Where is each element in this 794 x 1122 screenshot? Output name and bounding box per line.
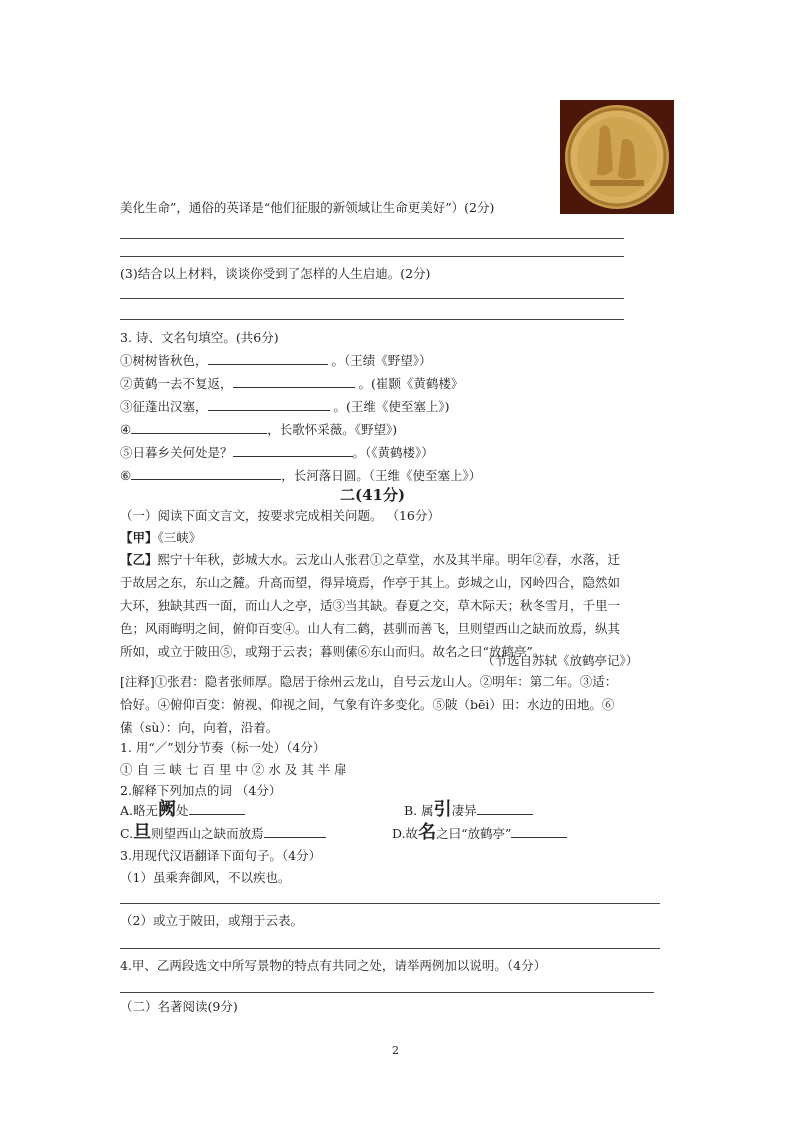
q2-item-b — [404, 799, 533, 820]
fill-blank[interactable] — [233, 375, 355, 388]
passage-source: （节选自苏轼《放鹤亭记》） — [482, 653, 639, 668]
fill-item-1 — [120, 352, 432, 369]
jia-tag: 【甲】 — [120, 530, 158, 545]
fill-blank[interactable] — [131, 467, 281, 480]
sub-section-2: （二）名著阅读(9分) — [120, 999, 238, 1014]
page-number: 2 — [392, 1044, 399, 1057]
fill-item-3 — [120, 398, 450, 415]
notes-line: 恰好。④俯仰百变：俯视、仰视之间，气象有许多变化。⑤陂（bēi）田：水边的田地。⑥ — [120, 697, 615, 712]
notes-line: [注释]①张君：隐者张师厚。隐居于徐州云龙山，自号云龙山人。②明年：第二年。③适： — [120, 674, 618, 689]
question-4: 4.甲、乙两段选文中所写景物的特点有共同之处，请举两例加以说明。（4分） — [120, 958, 547, 973]
question-1: 1. 用“／”划分节奏（标一处）（4分） — [120, 740, 326, 755]
passage-line: 于故居之东，东山之麓。升高而望，得异境焉，作亭于其上。彭城之山，冈岭四合，隐然如 — [120, 575, 621, 590]
top-line-1: 美化生命”，通俗的英译是“他们征服的新领域让生命更美好”）(2分) — [120, 200, 495, 215]
fill-item-text: ⑥ — [120, 468, 132, 483]
fill-blank[interactable] — [233, 444, 353, 457]
notes-line: 傃（sù）：向，向着，沿着。 — [120, 720, 279, 735]
answer-line[interactable] — [120, 319, 624, 320]
fill-item-text: ③征蓬出汉塞， — [120, 399, 208, 414]
question-2: 2.解释下列加点的词 （4分） — [120, 783, 282, 798]
q2-item-d — [392, 822, 567, 843]
jia-title: 《三峡》 — [157, 530, 202, 545]
passage-text: 熙宁十年秋，彭城大水。云龙山人张君①之草堂，水及其半扉。明年②春，水落，迁 — [157, 552, 621, 567]
q2-item-text: 之曰“放鹤亭” — [436, 826, 512, 841]
answer-line[interactable] — [120, 238, 624, 239]
section3-title: 3. 诗、文名句填空。(共6分) — [120, 330, 279, 345]
translate-item-2: （2）或立于陂田，或翔于云表。 — [120, 913, 303, 928]
answer-line[interactable] — [120, 992, 654, 993]
fill-item-2 — [120, 375, 463, 392]
translate-item-1: （1）虽乘奔御风，不以疾也。 — [120, 870, 291, 885]
fill-item-text: ⑤日暮乡关何处是？ — [120, 445, 233, 460]
fill-blank[interactable] — [511, 825, 567, 838]
fill-item-source: 。(王维《使至塞上》) — [329, 399, 450, 414]
q2-item-text: C. — [120, 826, 134, 841]
fill-item-text: ④ — [120, 422, 132, 437]
q2-item-text: 凄异 — [451, 803, 477, 818]
q2-item-text: 处 — [176, 803, 189, 818]
passage-line — [120, 552, 620, 568]
fill-item-source: ，长歌怀采薇。《野望》) — [267, 422, 398, 437]
q2-item-text: B. 属 — [404, 803, 434, 818]
q2-item-text: D.故 — [392, 826, 419, 841]
passage-line: 大环，独缺其西一面，而山人之亭，适③当其缺。春夏之交，草木际天；秋冬雪月，千里一 — [120, 598, 621, 613]
fill-blank[interactable] — [208, 398, 330, 411]
fill-blank[interactable] — [477, 802, 533, 815]
question-1-items: ① 自 三 峡 七 百 里 中 ② 水 及 其 半 扉 — [120, 762, 347, 777]
question-3-translate: 3.用现代汉语翻译下面句子。（4分） — [120, 848, 322, 863]
answer-line[interactable] — [120, 298, 624, 299]
answer-line[interactable] — [120, 903, 660, 904]
q2-item-c — [120, 822, 326, 843]
fill-item-source: 。（王绩《野望》） — [327, 353, 432, 368]
part2-heading: 二(41分) — [340, 486, 406, 504]
passage-line: 色；风雨晦明之间，俯仰百变④。山人有二鹤，甚驯而善飞，旦则望西山之缺而放焉，纵其 — [120, 621, 621, 636]
fill-blank[interactable] — [189, 802, 245, 815]
dotted-word: 阙 — [158, 799, 177, 820]
fill-blank[interactable] — [208, 352, 328, 365]
jia-line — [120, 530, 201, 546]
dotted-word: 旦 — [133, 822, 152, 843]
question-3: (3)结合以上材料，谈谈你受到了怎样的人生启迪。(2分) — [120, 266, 431, 281]
yi-tag: 【乙】 — [120, 552, 158, 567]
fill-item-4 — [120, 421, 397, 438]
fill-item-source: 。(崔颢《黄鹤楼》 — [354, 376, 464, 391]
fill-item-source: 。（《黄鹤楼》） — [352, 445, 434, 460]
passage-line: 所如，或立于陂田⑤，或翔于云表；暮则傃⑥东山而归。故名之曰“放鹤亭”。 — [120, 644, 546, 659]
answer-line[interactable] — [120, 256, 624, 257]
sub-section-1: （一）阅读下面文言文，按要求完成相关问题。 （16分） — [120, 508, 440, 523]
fill-item-5 — [120, 444, 434, 461]
fill-item-text: ②黄鹤一去不复返， — [120, 376, 233, 391]
answer-line[interactable] — [120, 948, 660, 949]
q2-item-a — [120, 799, 245, 820]
fill-item-6 — [120, 467, 481, 484]
dotted-word: 名 — [418, 822, 437, 843]
fill-item-text: ①树树皆秋色， — [120, 353, 208, 368]
q2-item-text: A.略无 — [120, 803, 159, 818]
fill-blank[interactable] — [131, 421, 267, 434]
fill-blank[interactable] — [264, 825, 326, 838]
q2-item-text: 则望西山之缺而放焉 — [151, 826, 264, 841]
medal-image — [560, 100, 674, 214]
fill-item-source: ，长河落日圆。（王维《使至塞上》） — [281, 468, 482, 483]
dotted-word: 引 — [433, 799, 452, 820]
